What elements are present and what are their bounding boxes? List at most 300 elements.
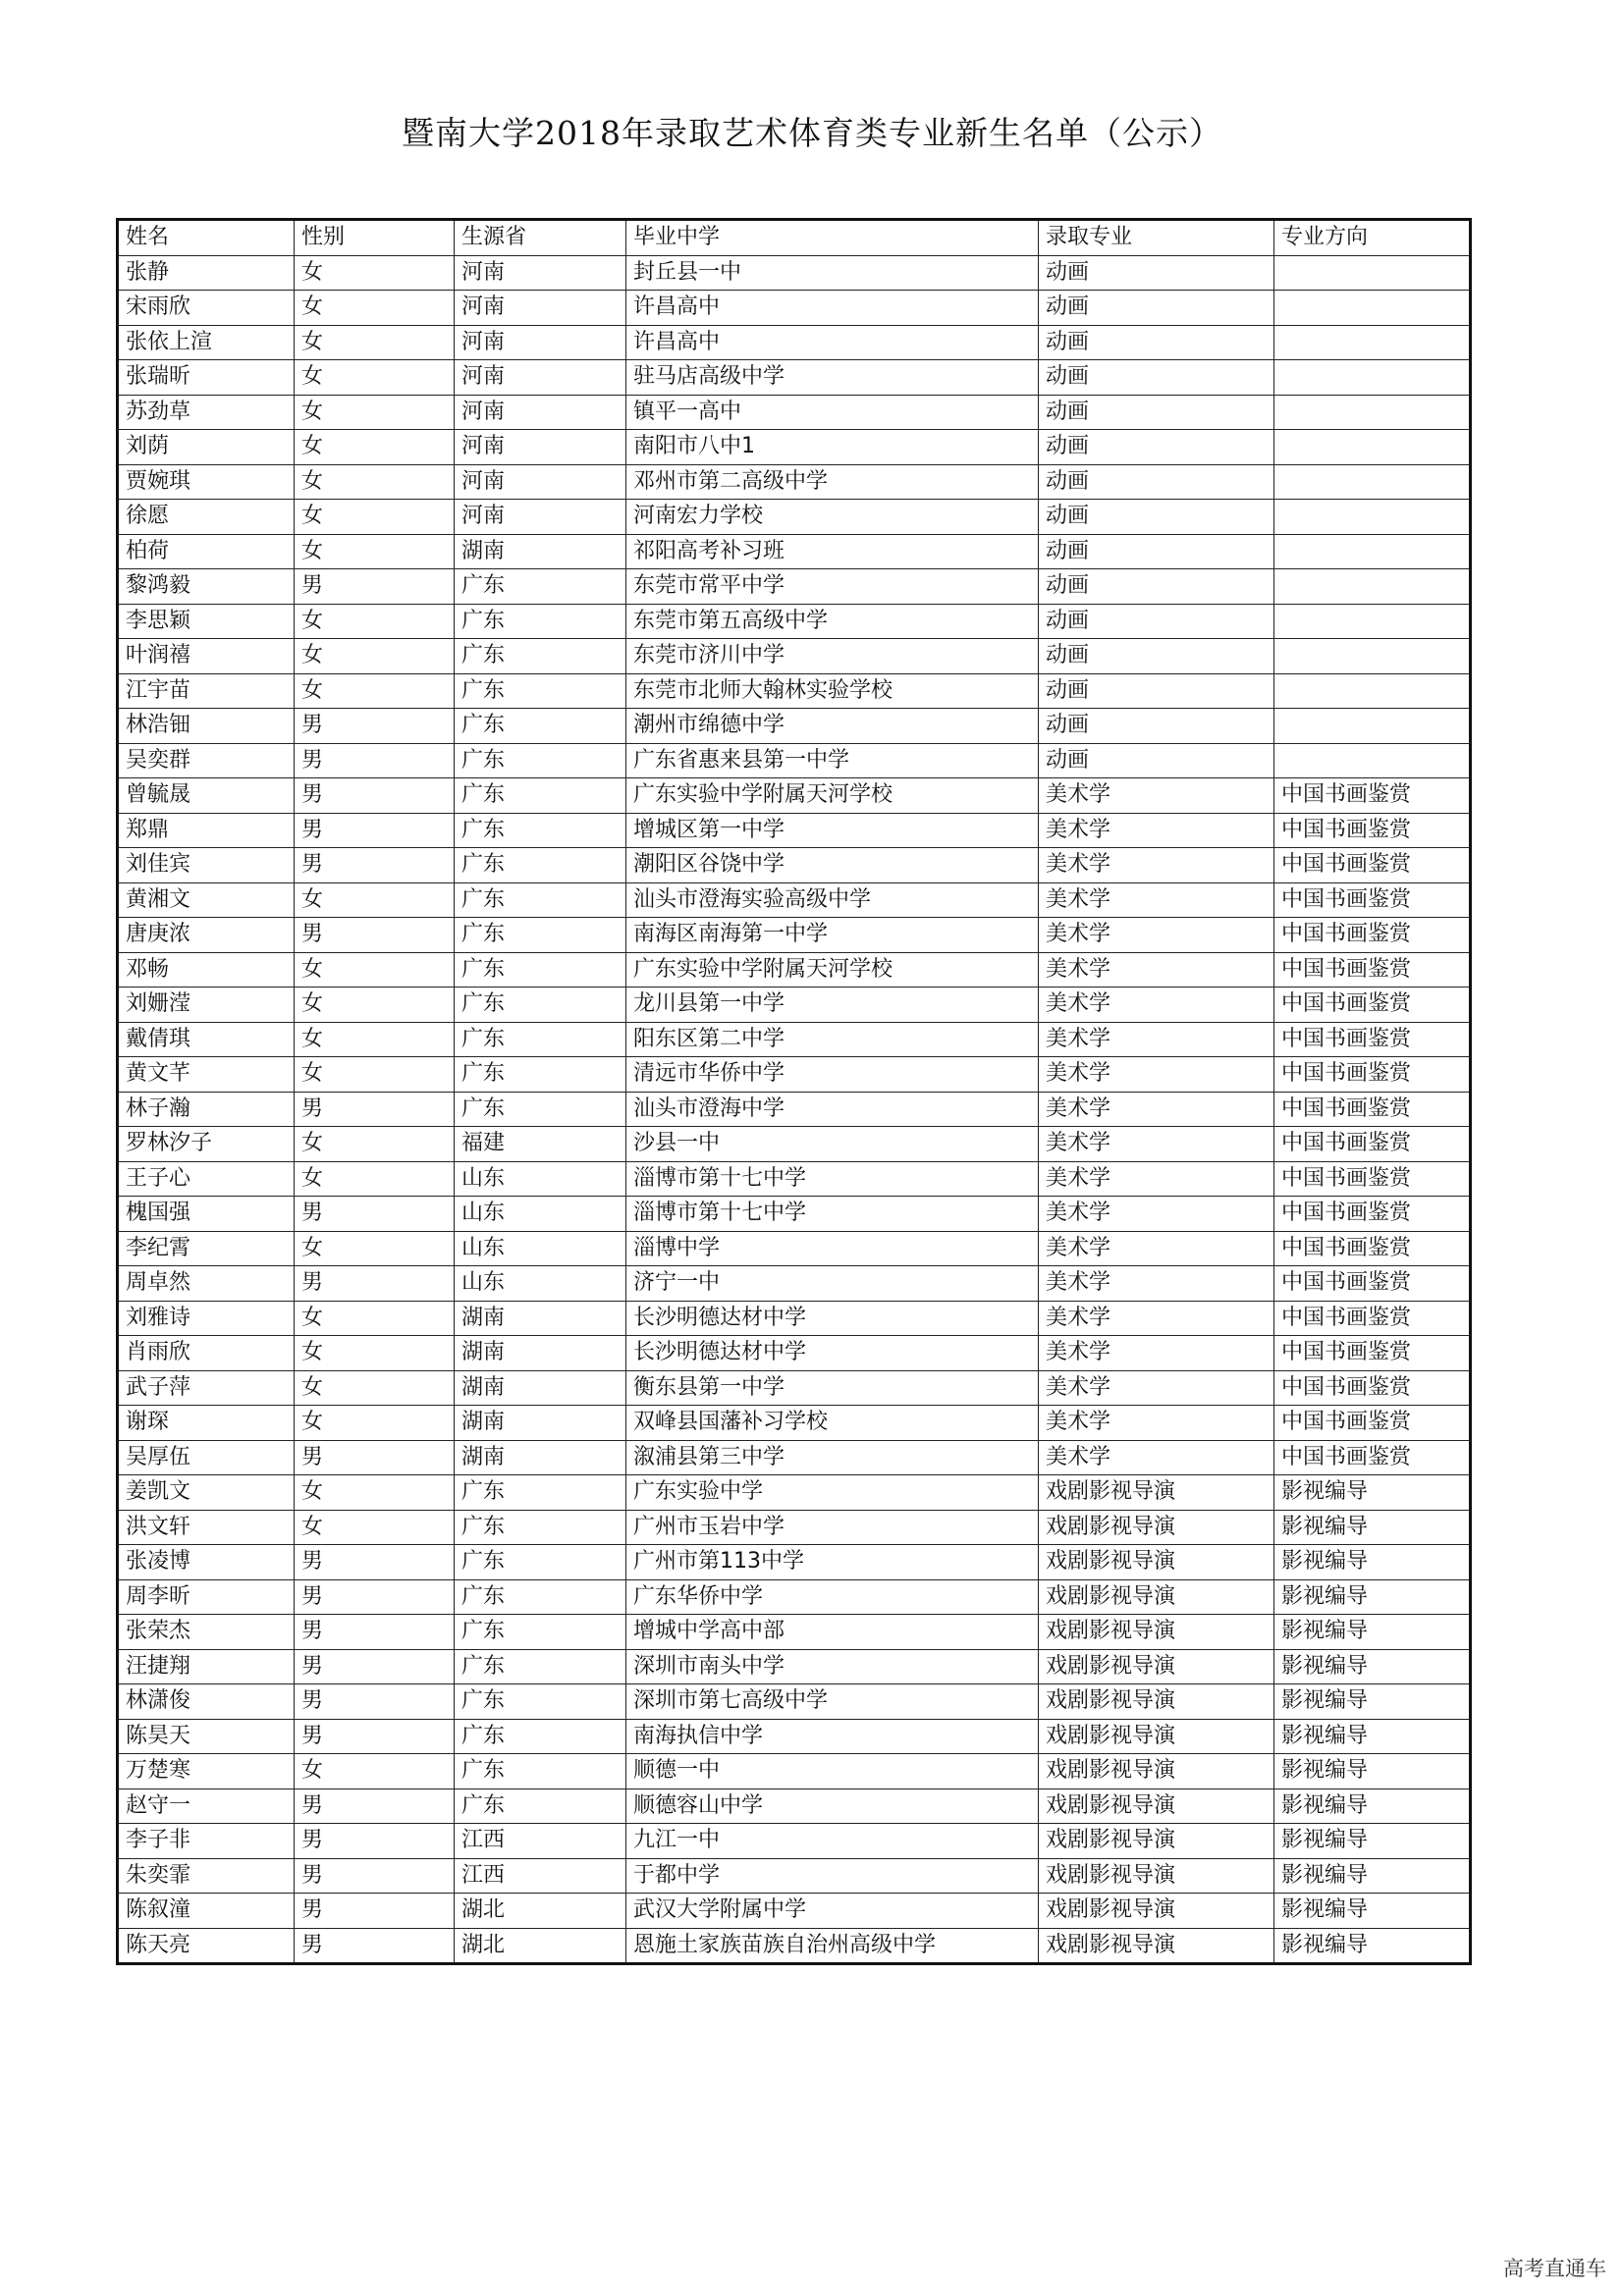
cell-major: 美术学 [1039,882,1274,918]
cell-name: 曾毓晟 [118,778,295,814]
cell-name: 李纪霄 [118,1231,295,1266]
table-row [118,1266,1471,1302]
cell-gender: 男 [295,1789,455,1824]
cell-direction: 中国书画鉴赏 [1274,1336,1471,1371]
cell-major: 美术学 [1039,1161,1274,1197]
cell-name: 张荣杰 [118,1615,295,1650]
cell-school: 邓州市第二高级中学 [626,464,1039,500]
cell-school: 增城中学高中部 [626,1615,1039,1650]
cell-major: 美术学 [1039,988,1274,1023]
table-header-row [118,220,1471,256]
cell-name: 苏劲草 [118,395,295,430]
cell-major: 美术学 [1039,1266,1274,1302]
cell-province: 福建 [455,1127,626,1162]
cell-gender: 男 [295,1894,455,1929]
cell-province: 河南 [455,500,626,535]
cell-gender: 女 [295,673,455,709]
cell-school: 许昌高中 [626,325,1039,360]
table-row [118,1406,1471,1441]
cell-province: 湖南 [455,534,626,569]
cell-gender: 女 [295,500,455,535]
roster-body [118,220,1471,1964]
table-row [118,1545,1471,1580]
cell-major: 美术学 [1039,1336,1274,1371]
cell-gender: 女 [295,1370,455,1406]
cell-gender: 男 [295,569,455,605]
cell-direction [1274,464,1471,500]
cell-name: 周卓然 [118,1266,295,1302]
cell-direction: 影视编导 [1274,1789,1471,1824]
cell-province: 河南 [455,255,626,291]
cell-gender: 女 [295,1161,455,1197]
cell-direction: 影视编导 [1274,1579,1471,1615]
cell-gender: 男 [295,1092,455,1127]
cell-province: 湖南 [455,1440,626,1475]
cell-school: 广东实验中学 [626,1475,1039,1511]
cell-school: 潮州市绵德中学 [626,709,1039,744]
cell-name: 唐庚浓 [118,918,295,953]
cell-major: 戏剧影视导演 [1039,1510,1274,1545]
cell-direction: 中国书画鉴赏 [1274,1057,1471,1093]
cell-direction [1274,604,1471,639]
cell-direction: 中国书画鉴赏 [1274,848,1471,883]
cell-name: 李思颖 [118,604,295,639]
cell-major: 美术学 [1039,1127,1274,1162]
cell-major: 戏剧影视导演 [1039,1789,1274,1824]
cell-direction: 影视编导 [1274,1615,1471,1650]
header-direction: 专业方向 [1274,220,1471,256]
header-name: 姓名 [118,220,295,256]
cell-major: 动画 [1039,673,1274,709]
cell-direction [1274,325,1471,360]
table-row [118,1022,1471,1057]
cell-name: 张依上渲 [118,325,295,360]
cell-direction: 中国书画鉴赏 [1274,1301,1471,1336]
cell-gender: 女 [295,430,455,465]
table-row [118,1127,1471,1162]
table-row [118,813,1471,848]
cell-gender: 男 [295,1858,455,1894]
cell-school: 长沙明德达材中学 [626,1301,1039,1336]
cell-direction: 影视编导 [1274,1684,1471,1720]
cell-province: 广东 [455,569,626,605]
cell-province: 广东 [455,709,626,744]
cell-name: 郑鼎 [118,813,295,848]
table-row [118,882,1471,918]
cell-major: 美术学 [1039,1406,1274,1441]
header-gender: 性别 [295,220,455,256]
cell-school: 深圳市南头中学 [626,1649,1039,1684]
cell-gender: 男 [295,1824,455,1859]
cell-major: 戏剧影视导演 [1039,1719,1274,1754]
cell-direction: 中国书画鉴赏 [1274,882,1471,918]
header-province: 生源省 [455,220,626,256]
cell-school: 许昌高中 [626,291,1039,326]
cell-direction: 中国书画鉴赏 [1274,1197,1471,1232]
cell-province: 广东 [455,1789,626,1824]
cell-major: 美术学 [1039,952,1274,988]
cell-province: 河南 [455,430,626,465]
cell-major: 戏剧影视导演 [1039,1615,1274,1650]
table-row [118,1894,1471,1929]
cell-direction: 中国书画鉴赏 [1274,988,1471,1023]
cell-name: 江宇苗 [118,673,295,709]
cell-direction: 中国书画鉴赏 [1274,778,1471,814]
cell-school: 广东实验中学附属天河学校 [626,952,1039,988]
cell-gender: 女 [295,1510,455,1545]
cell-major: 戏剧影视导演 [1039,1894,1274,1929]
cell-name: 宋雨欣 [118,291,295,326]
cell-name: 汪捷翔 [118,1649,295,1684]
cell-school: 驻马店高级中学 [626,360,1039,396]
cell-school: 阳东区第二中学 [626,1022,1039,1057]
cell-province: 广东 [455,604,626,639]
table-row [118,360,1471,396]
cell-province: 广东 [455,1057,626,1093]
cell-province: 广东 [455,1475,626,1511]
table-row [118,1301,1471,1336]
cell-major: 戏剧影视导演 [1039,1928,1274,1964]
table-row [118,1092,1471,1127]
cell-name: 刘姗滢 [118,988,295,1023]
cell-name: 张瑞昕 [118,360,295,396]
cell-province: 广东 [455,1615,626,1650]
cell-school: 顺德一中 [626,1754,1039,1789]
cell-name: 张凌博 [118,1545,295,1580]
cell-gender: 男 [295,1579,455,1615]
cell-province: 山东 [455,1266,626,1302]
cell-direction [1274,743,1471,778]
cell-province: 湖北 [455,1894,626,1929]
header-school: 毕业中学 [626,220,1039,256]
cell-school: 南海执信中学 [626,1719,1039,1754]
table-row [118,1475,1471,1511]
cell-name: 罗林汐子 [118,1127,295,1162]
cell-province: 广东 [455,848,626,883]
cell-name: 武子萍 [118,1370,295,1406]
cell-province: 广东 [455,1754,626,1789]
cell-gender: 男 [295,778,455,814]
cell-province: 广东 [455,813,626,848]
cell-name: 周李昕 [118,1579,295,1615]
table-row [118,464,1471,500]
cell-province: 广东 [455,1545,626,1580]
cell-province: 广东 [455,743,626,778]
cell-school: 衡东县第一中学 [626,1370,1039,1406]
cell-school: 广东省惠来县第一中学 [626,743,1039,778]
cell-province: 山东 [455,1161,626,1197]
cell-name: 万楚寒 [118,1754,295,1789]
cell-gender: 男 [295,848,455,883]
cell-province: 河南 [455,291,626,326]
cell-school: 镇平一高中 [626,395,1039,430]
cell-major: 戏剧影视导演 [1039,1579,1274,1615]
table-row [118,639,1471,674]
cell-gender: 男 [295,1440,455,1475]
cell-direction: 中国书画鉴赏 [1274,1022,1471,1057]
cell-province: 广东 [455,918,626,953]
cell-direction: 影视编导 [1274,1475,1471,1511]
table-row [118,1754,1471,1789]
cell-name: 柏荷 [118,534,295,569]
cell-major: 动画 [1039,604,1274,639]
cell-name: 林潇俊 [118,1684,295,1720]
table-row [118,1336,1471,1371]
cell-gender: 男 [295,1545,455,1580]
cell-province: 广东 [455,1022,626,1057]
cell-province: 广东 [455,1579,626,1615]
cell-province: 湖南 [455,1336,626,1371]
cell-gender: 男 [295,1719,455,1754]
cell-school: 广东华侨中学 [626,1579,1039,1615]
cell-name: 洪文轩 [118,1510,295,1545]
cell-school: 东莞市济川中学 [626,639,1039,674]
cell-gender: 女 [295,1754,455,1789]
cell-province: 广东 [455,882,626,918]
cell-school: 广东实验中学附属天河学校 [626,778,1039,814]
cell-name: 吴奕群 [118,743,295,778]
cell-gender: 男 [295,1684,455,1720]
cell-province: 广东 [455,673,626,709]
cell-direction: 中国书画鉴赏 [1274,1161,1471,1197]
cell-name: 黄湘文 [118,882,295,918]
cell-name: 吴厚伍 [118,1440,295,1475]
table-row [118,1789,1471,1824]
cell-gender: 男 [295,709,455,744]
cell-direction [1274,569,1471,605]
table-row [118,1057,1471,1093]
cell-name: 槐国强 [118,1197,295,1232]
cell-gender: 女 [295,604,455,639]
cell-gender: 女 [295,534,455,569]
cell-direction [1274,360,1471,396]
cell-direction: 中国书画鉴赏 [1274,1440,1471,1475]
cell-major: 戏剧影视导演 [1039,1824,1274,1859]
cell-major: 美术学 [1039,1231,1274,1266]
cell-direction [1274,709,1471,744]
cell-major: 动画 [1039,395,1274,430]
cell-name: 张静 [118,255,295,291]
cell-direction: 中国书画鉴赏 [1274,1406,1471,1441]
cell-gender: 女 [295,464,455,500]
cell-name: 李子非 [118,1824,295,1859]
cell-province: 湖南 [455,1370,626,1406]
cell-school: 封丘县一中 [626,255,1039,291]
cell-direction: 中国书画鉴赏 [1274,952,1471,988]
cell-major: 戏剧影视导演 [1039,1649,1274,1684]
cell-major: 美术学 [1039,813,1274,848]
cell-school: 清远市华侨中学 [626,1057,1039,1093]
cell-school: 祁阳高考补习班 [626,534,1039,569]
cell-school: 淄博中学 [626,1231,1039,1266]
cell-gender: 女 [295,1336,455,1371]
cell-direction: 中国书画鉴赏 [1274,1370,1471,1406]
cell-major: 动画 [1039,360,1274,396]
cell-direction [1274,639,1471,674]
cell-major: 戏剧影视导演 [1039,1475,1274,1511]
cell-school: 龙川县第一中学 [626,988,1039,1023]
cell-gender: 女 [295,255,455,291]
cell-major: 动画 [1039,430,1274,465]
cell-direction: 影视编导 [1274,1858,1471,1894]
table-row [118,743,1471,778]
cell-school: 汕头市澄海中学 [626,1092,1039,1127]
cell-major: 美术学 [1039,1057,1274,1093]
cell-major: 戏剧影视导演 [1039,1858,1274,1894]
cell-school: 长沙明德达材中学 [626,1336,1039,1371]
cell-gender: 男 [295,813,455,848]
table-row [118,291,1471,326]
cell-school: 恩施土家族苗族自治州高级中学 [626,1928,1039,1964]
cell-province: 山东 [455,1197,626,1232]
cell-province: 广东 [455,952,626,988]
table-row [118,1928,1471,1964]
cell-major: 美术学 [1039,848,1274,883]
cell-gender: 女 [295,291,455,326]
table-row [118,395,1471,430]
cell-province: 广东 [455,1510,626,1545]
cell-name: 王子心 [118,1161,295,1197]
table-row [118,430,1471,465]
cell-major: 动画 [1039,534,1274,569]
cell-direction: 中国书画鉴赏 [1274,1266,1471,1302]
cell-major: 美术学 [1039,778,1274,814]
table-row [118,500,1471,535]
cell-name: 赵守一 [118,1789,295,1824]
cell-gender: 女 [295,1127,455,1162]
cell-school: 淄博市第十七中学 [626,1197,1039,1232]
cell-gender: 女 [295,1301,455,1336]
table-row [118,1197,1471,1232]
cell-major: 美术学 [1039,1301,1274,1336]
cell-major: 美术学 [1039,1370,1274,1406]
cell-major: 戏剧影视导演 [1039,1684,1274,1720]
table-row [118,604,1471,639]
cell-province: 江西 [455,1858,626,1894]
cell-direction: 影视编导 [1274,1894,1471,1929]
cell-province: 河南 [455,395,626,430]
cell-direction [1274,255,1471,291]
cell-province: 广东 [455,1092,626,1127]
cell-school: 深圳市第七高级中学 [626,1684,1039,1720]
table-row [118,1579,1471,1615]
table-row [118,988,1471,1023]
table-row [118,709,1471,744]
cell-major: 美术学 [1039,1022,1274,1057]
watermark-text: 高考直通车 [1503,2257,1606,2280]
cell-province: 广东 [455,988,626,1023]
cell-school: 广州市玉岩中学 [626,1510,1039,1545]
cell-school: 于都中学 [626,1858,1039,1894]
cell-gender: 女 [295,395,455,430]
cell-school: 顺德容山中学 [626,1789,1039,1824]
cell-province: 广东 [455,639,626,674]
header-major: 录取专业 [1039,220,1274,256]
table-row [118,1824,1471,1859]
cell-school: 双峰县国藩补习学校 [626,1406,1039,1441]
cell-direction [1274,291,1471,326]
cell-school: 东莞市北师大翰林实验学校 [626,673,1039,709]
cell-gender: 女 [295,360,455,396]
cell-gender: 男 [295,1266,455,1302]
cell-gender: 女 [295,952,455,988]
cell-gender: 女 [295,1231,455,1266]
table-row [118,1161,1471,1197]
cell-direction [1274,395,1471,430]
cell-major: 动画 [1039,709,1274,744]
cell-direction: 影视编导 [1274,1754,1471,1789]
cell-province: 山东 [455,1231,626,1266]
cell-major: 动画 [1039,639,1274,674]
cell-name: 邓畅 [118,952,295,988]
cell-school: 济宁一中 [626,1266,1039,1302]
admission-roster-table [116,218,1472,1965]
cell-major: 美术学 [1039,1197,1274,1232]
table-row [118,1684,1471,1720]
cell-school: 东莞市常平中学 [626,569,1039,605]
cell-province: 湖南 [455,1301,626,1336]
cell-name: 陈昊天 [118,1719,295,1754]
cell-direction [1274,500,1471,535]
cell-name: 肖雨欣 [118,1336,295,1371]
cell-name: 陈天亮 [118,1928,295,1964]
cell-name: 黎鸿毅 [118,569,295,605]
table-row [118,1370,1471,1406]
cell-province: 广东 [455,1684,626,1720]
cell-gender: 男 [295,918,455,953]
cell-school: 南阳市八中1 [626,430,1039,465]
cell-major: 动画 [1039,569,1274,605]
cell-major: 动画 [1039,325,1274,360]
cell-gender: 女 [295,1057,455,1093]
cell-province: 广东 [455,1719,626,1754]
table-row [118,1615,1471,1650]
cell-gender: 女 [295,1022,455,1057]
table-row [118,1510,1471,1545]
table-row [118,1858,1471,1894]
table-row [118,534,1471,569]
table-row [118,952,1471,988]
cell-major: 戏剧影视导演 [1039,1545,1274,1580]
table-row [118,325,1471,360]
table-row [118,918,1471,953]
cell-name: 刘荫 [118,430,295,465]
cell-gender: 男 [295,1197,455,1232]
cell-school: 河南宏力学校 [626,500,1039,535]
cell-name: 谢琛 [118,1406,295,1441]
cell-gender: 女 [295,1406,455,1441]
cell-school: 增城区第一中学 [626,813,1039,848]
cell-name: 贾婉琪 [118,464,295,500]
cell-direction: 影视编导 [1274,1545,1471,1580]
cell-name: 林子瀚 [118,1092,295,1127]
table-row [118,848,1471,883]
cell-direction: 影视编导 [1274,1719,1471,1754]
cell-school: 溆浦县第三中学 [626,1440,1039,1475]
cell-direction: 影视编导 [1274,1824,1471,1859]
cell-name: 徐愿 [118,500,295,535]
cell-name: 朱奕霏 [118,1858,295,1894]
cell-name: 叶润禧 [118,639,295,674]
cell-direction: 影视编导 [1274,1510,1471,1545]
cell-province: 广东 [455,1649,626,1684]
cell-school: 潮阳区谷饶中学 [626,848,1039,883]
cell-school: 淄博市第十七中学 [626,1161,1039,1197]
cell-direction: 中国书画鉴赏 [1274,1127,1471,1162]
cell-major: 动画 [1039,255,1274,291]
cell-province: 湖北 [455,1928,626,1964]
cell-province: 广东 [455,778,626,814]
